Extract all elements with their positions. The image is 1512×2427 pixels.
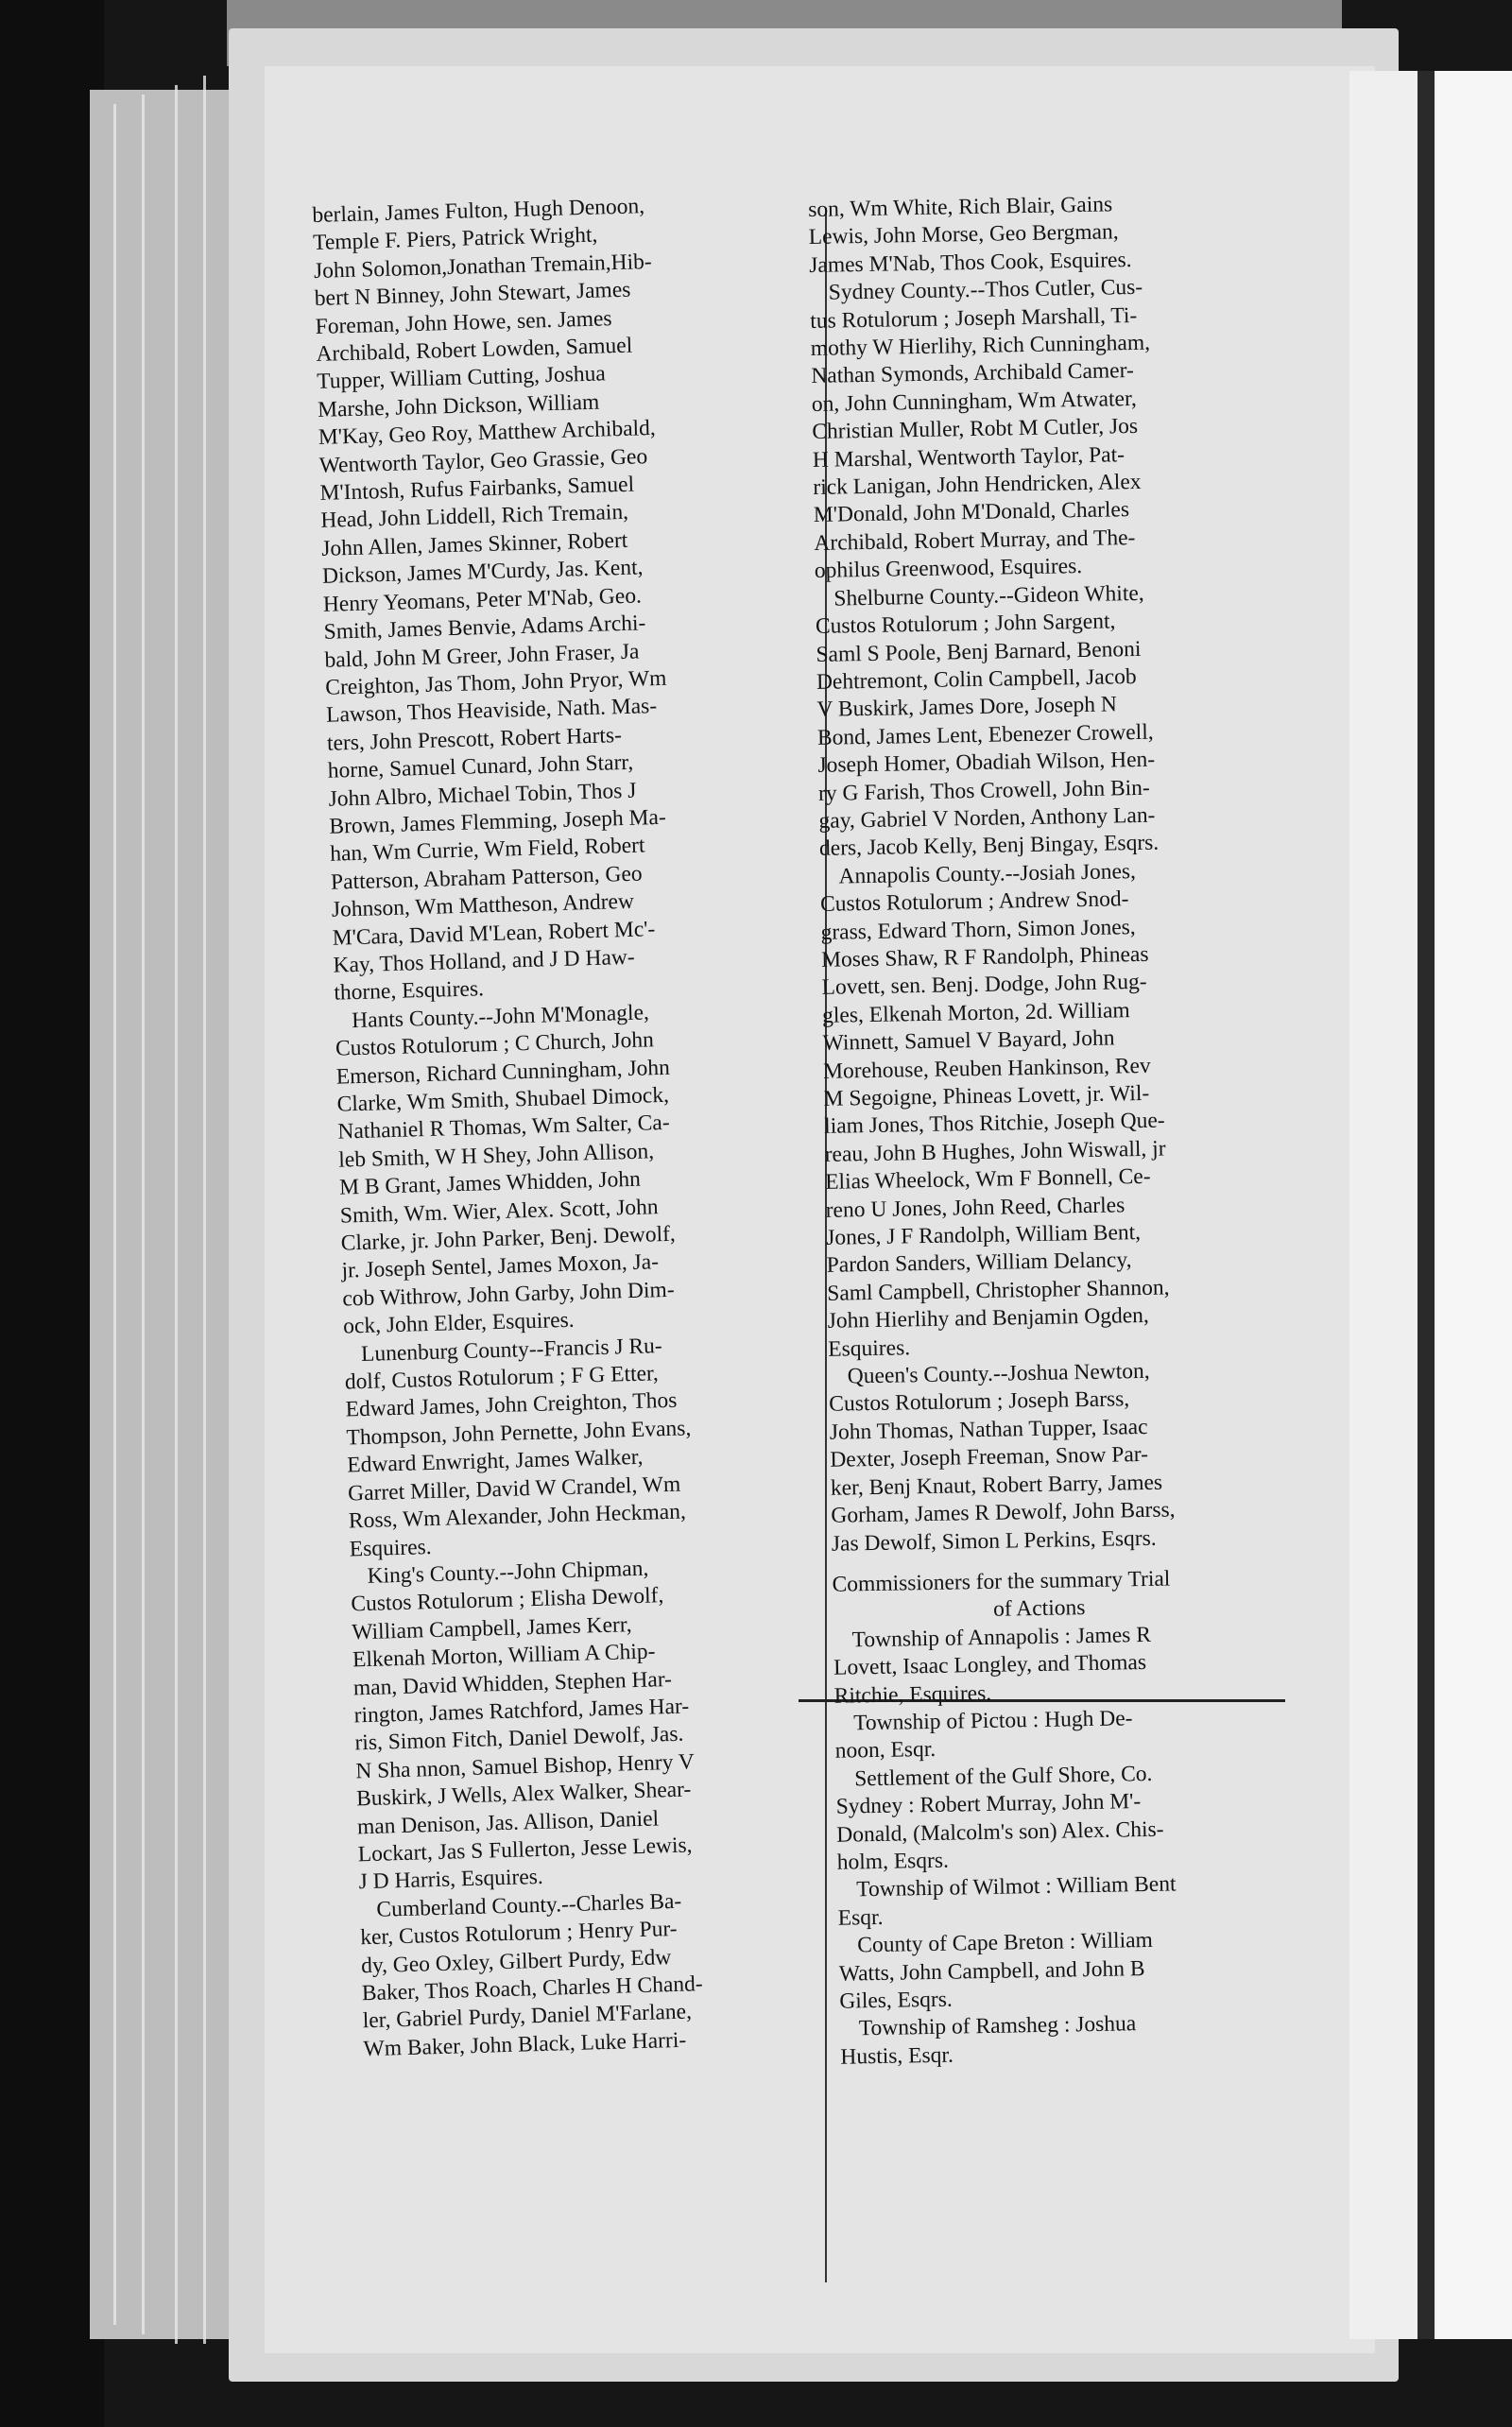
text-line: ophilus Greenwood, Esquires. [814, 554, 1083, 584]
text-line: on, John Cunningham, Wm Atwater, [811, 386, 1137, 417]
text-line: rick Lanigan, John Hendricken, Alex [813, 469, 1142, 501]
text-line: N Sha nnon, Samuel Bishop, Henry V [355, 1749, 696, 1784]
text-line: Esquires. [828, 1334, 911, 1362]
text-line: Elias Wheelock, Wm F Bonnell, Ce- [824, 1164, 1151, 1196]
text-line: cob Withrow, John Garby, John Dim- [342, 1277, 675, 1312]
text-line: tus Rotulorum ; Joseph Marshall, Ti- [810, 302, 1138, 334]
text-line: William Campbell, James Kerr, [351, 1611, 632, 1645]
text-line: Lunenburg County--Francis J Ru- [360, 1333, 663, 1367]
text-line: rington, James Ratchford, James Har- [353, 1694, 690, 1729]
binding-gutter [1418, 71, 1435, 2339]
text-line: M Segoigne, Phineas Lovett, jr. Wil- [823, 1080, 1150, 1111]
text-line: bert N Binney, John Stewart, James [314, 277, 631, 312]
text-line: liam Jones, Thos Ritchie, Joseph Que- [823, 1108, 1165, 1140]
text-line: mothy W Hierlihy, Rich Cunningham, [810, 330, 1151, 362]
text-line: John Solomon,Jonathan Tremain,Hib- [313, 249, 652, 284]
text-line: Saml S Poole, Benj Barnard, Benoni [816, 636, 1142, 667]
dark-background-left [0, 0, 104, 2427]
text-line: Pardon Sanders, William Delancy, [826, 1248, 1132, 1279]
text-line: Gorham, James R Dewolf, John Barss, [831, 1497, 1176, 1528]
text-line: ris, Simon Fitch, Daniel Dewolf, Jas. [354, 1721, 684, 1756]
text-line: Hants County.--John M'Monagle, [351, 1000, 650, 1033]
text-line: Watts, John Campbell, and John B [838, 1955, 1145, 1987]
text-line: Lewis, John Morse, Geo Bergman, [808, 219, 1119, 250]
text-line: Lockart, Jas S Fullerton, Jesse Lewis, [357, 1833, 693, 1868]
text-line: Esquires. [349, 1534, 432, 1561]
text-line: ker, Custos Rotulorum ; Henry Pur- [359, 1917, 678, 1951]
text-line: jr. Joseph Sentel, James Moxon, Ja- [341, 1249, 660, 1283]
text-line: ders, Jacob Kelly, Benj Bingay, Esqrs. [818, 830, 1160, 862]
text-line: bald, John M Greer, John Fraser, Ja [324, 639, 640, 673]
text-line: reno U Jones, John Reed, Charles [825, 1192, 1125, 1223]
text-line: dy, Geo Oxley, Gilbert Purdy, Edw [360, 1944, 672, 1978]
text-line: John Hierlihy and Benjamin Ogden, [827, 1303, 1149, 1334]
text-line: Foreman, John Howe, sen. James [315, 305, 612, 339]
text-line: han, Wm Currie, Wm Field, Robert [329, 833, 645, 868]
text-line: M'Intosh, Rufus Fairbanks, Samuel [319, 472, 635, 506]
text-line: Tupper, William Cutting, Joshua [316, 361, 607, 395]
text-line: man, David Whidden, Stephen Har- [352, 1666, 673, 1700]
text-line: Township of Wilmot : William Bent [856, 1871, 1177, 1902]
text-line: Saml Campbell, Christopher Shannon, [827, 1275, 1170, 1306]
text-line: Township of Annapolis : James R [851, 1622, 1152, 1653]
text-line: Hustis, Esqr. [840, 2042, 954, 2070]
text-line: M'Kay, Geo Roy, Matthew Archibald, [318, 416, 657, 451]
text-line: Christian Muller, Robt M Cutler, Jos [812, 414, 1139, 445]
text-line: Custos Rotulorum ; Andrew Snod- [819, 886, 1129, 918]
text-line: Queen's County.--Joshua Newton, [847, 1358, 1150, 1389]
text-line: Ross, Wm Alexander, John Heckman, [348, 1499, 687, 1534]
text-line: ry G Farish, Thos Crowell, John Bin- [817, 775, 1150, 806]
text-line: Joseph Homer, Obadiah Wilson, Hen- [817, 747, 1156, 779]
text-line: Bond, James Lent, Ebenezer Crowell, [816, 719, 1154, 750]
right-text-column [808, 191, 1185, 2072]
text-line: Thompson, John Pernette, John Evans, [346, 1416, 692, 1451]
text-line: Custos Rotulorum ; C Church, John [335, 1027, 655, 1061]
text-line: holm, Esqrs. [836, 1848, 950, 1875]
page-edge-line [113, 104, 116, 2325]
text-line: Wm Baker, John Black, Luke Harri- [363, 2027, 687, 2062]
text-line: horne, Samuel Cunard, John Starr, [327, 749, 634, 783]
text-line: man Denison, Jas. Allison, Daniel [356, 1805, 660, 1839]
text-line: Custos Rotulorum ; John Sargent, [815, 609, 1116, 640]
text-line: Nathan Symonds, Archibald Camer- [811, 358, 1135, 389]
text-line: Custos Rotulorum ; Joseph Barss, [829, 1386, 1130, 1418]
text-line: son, Wm White, Rich Blair, Gains [808, 192, 1113, 222]
text-line: Clarke, jr. John Parker, Benj. Dewolf, [340, 1221, 677, 1256]
text-line: Cumberland County.--Charles Ba- [376, 1888, 682, 1922]
text-line: Morehouse, Reuben Hankinson, Rev [822, 1053, 1151, 1084]
text-line: Lawson, Thos Heaviside, Nath. Mas- [325, 694, 658, 729]
text-line: Dickson, James M'Curdy, Jas. Kent, [321, 555, 644, 590]
text-line: Elkenah Morton, William A Chip- [352, 1639, 656, 1673]
text-line: Archibald, Robert Lowden, Samuel [316, 333, 633, 367]
text-line: Shelburne County.--Gideon White, [833, 580, 1144, 611]
text-line: M'Cara, David M'Lean, Robert Mc'- [332, 916, 656, 951]
text-line: Lovett, sen. Benj. Dodge, John Rug- [821, 970, 1147, 1001]
text-line: gay, Gabriel V Norden, Anthony Lan- [818, 802, 1156, 834]
text-line: Sydney County.--Thos Cutler, Cus- [828, 275, 1143, 305]
text-line: noon, Esqr. [834, 1737, 936, 1764]
text-line: Donald, (Malcolm's son) Alex. Chis- [836, 1816, 1164, 1848]
text-line: Edward James, John Creighton, Thos [345, 1388, 678, 1422]
text-line: ock, John Elder, Esquires. [342, 1307, 575, 1339]
text-line: Custos Rotulorum ; Elisha Dewolf, [351, 1583, 664, 1617]
text-line: leb Smith, W H Shey, John Allison, [337, 1139, 655, 1173]
text-line: ker, Benj Knaut, Robert Barry, James [830, 1470, 1163, 1501]
text-line: Edward Enwright, James Walker, [346, 1445, 644, 1478]
text-line: Archibald, Robert Murray, and The- [814, 525, 1136, 556]
page-edge-line [142, 95, 145, 2334]
text-line: Annapolis County.--Josiah Jones, [838, 858, 1137, 889]
text-line: Ritchie, Esquires. [833, 1680, 992, 1709]
text-line: Marshe, John Dickson, William [317, 389, 600, 422]
text-line: Township of Ramsheg : Joshua [858, 2011, 1137, 2041]
text-line: Henry Yeomans, Peter M'Nab, Geo. [322, 583, 643, 617]
text-line: King's County.--John Chipman, [367, 1556, 649, 1589]
text-line: Winnett, Samuel V Bayard, John [822, 1025, 1115, 1057]
text-line: ters, John Prescott, Robert Harts- [326, 722, 623, 756]
text-line: Kay, Thos Holland, and J D Haw- [333, 944, 635, 978]
text-line: Brown, James Flemming, Joseph Ma- [329, 804, 667, 839]
text-line: Dexter, Joseph Freeman, Snow Par- [830, 1442, 1149, 1473]
text-line: Patterson, Abraham Patterson, Geo [330, 861, 643, 895]
text-line: dolf, Custos Rotulorum ; F G Etter, [344, 1361, 660, 1395]
text-line: John Thomas, Nathan Tupper, Isaac [829, 1414, 1148, 1445]
text-line: Nathaniel R Thomas, Wm Salter, Ca- [337, 1110, 670, 1145]
text-line: Jones, J F Randolph, William Bent, [826, 1220, 1142, 1250]
text-line: berlain, James Fulton, Hugh Denoon, [312, 194, 645, 228]
text-line: Esqr. [837, 1904, 884, 1931]
adjacent-page-strip [1436, 71, 1512, 2339]
left-text-column [312, 193, 709, 2064]
text-line: John Albro, Michael Tobin, Thos J [328, 778, 637, 812]
text-line: Baker, Thos Roach, Charles H Chand- [361, 1971, 704, 2006]
text-line: Settlement of the Gulf Shore, Co. [853, 1761, 1153, 1792]
text-line: James M'Nab, Thos Cook, Esquires. [809, 247, 1132, 278]
text-line: Temple F. Piers, Patrick Wright, [312, 222, 598, 256]
text-line: Sydney : Robert Murray, John M'- [835, 1789, 1142, 1819]
text-line: H Marshal, Wentworth Taylor, Pat- [812, 441, 1125, 473]
page-edge-line [203, 76, 206, 2344]
text-line: Township of Pictou : Hugh De- [852, 1706, 1133, 1736]
text-line: Jas Dewolf, Simon L Perkins, Esqrs. [831, 1525, 1157, 1557]
text-line: Dehtremont, Colin Campbell, Jacob [816, 663, 1137, 695]
text-line: Head, John Liddell, Rich Tremain, [320, 500, 629, 534]
text-line: Giles, Esqrs. [839, 1987, 953, 2014]
text-line: Creighton, Jas Thom, John Pryor, Wm [324, 665, 667, 700]
page-edge-line [175, 85, 178, 2344]
text-line: Johnson, Wm Mattheson, Andrew [331, 888, 635, 922]
text-line: J D Harris, Esquires. [358, 1865, 544, 1895]
text-line: V Buskirk, James Dore, Joseph N [816, 692, 1118, 723]
text-line: Smith, Wm. Wier, Alex. Scott, John [339, 1194, 659, 1229]
text-line: M'Donald, John M'Donald, Charles [813, 497, 1130, 528]
text-line: Buskirk, J Wells, Alex Walker, Shear- [355, 1777, 692, 1812]
text-line: reau, John B Hughes, John Wiswall, jr [824, 1136, 1166, 1167]
text-line: Commissioners for the summary Trial [832, 1566, 1171, 1597]
text-line: Moses Shaw, R F Randolph, Phineas [820, 941, 1149, 973]
text-line: County of Cape Breton : William [857, 1928, 1154, 1958]
text-line: Garret Miller, David W Crandel, Wm [347, 1472, 681, 1506]
text-line: Lovett, Isaac Longley, and Thomas [833, 1650, 1147, 1680]
text-line: of Actions [992, 1595, 1086, 1623]
text-line: John Allen, James Skinner, Robert [320, 527, 628, 561]
text-line: grass, Edward Thorn, Simon Jones, [820, 914, 1136, 945]
text-line: Wentworth Taylor, Geo Grassie, Geo [318, 443, 648, 478]
text-line: Smith, James Benvie, Adams Archi- [323, 611, 646, 645]
text-line: thorne, Esquires. [334, 976, 485, 1007]
text-line: M B Grant, James Whidden, John [338, 1166, 642, 1200]
text-line: ler, Gabriel Purdy, Daniel M'Farlane, [362, 1999, 693, 2034]
text-line: Emerson, Richard Cunningham, John [335, 1055, 671, 1090]
text-line: gles, Elkenah Morton, 2d. William [821, 997, 1130, 1028]
text-line: Clarke, Wm Smith, Shubael Dimock, [336, 1082, 670, 1117]
